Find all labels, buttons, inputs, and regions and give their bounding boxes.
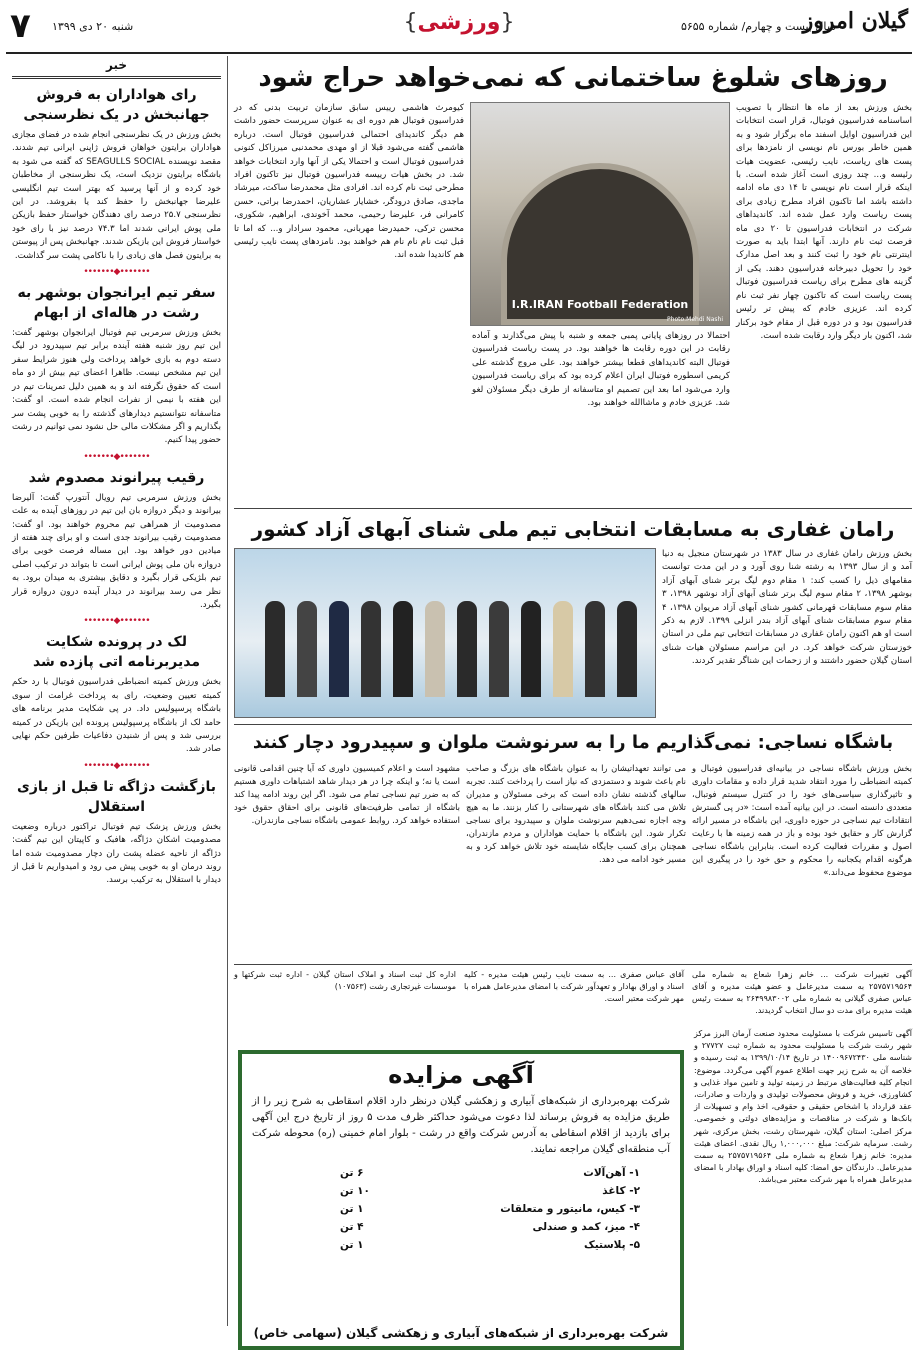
person-figure — [361, 601, 381, 697]
article-body: بخش ورزش پزشک تیم فوتبال تراکتور درباره وضعیت مصدومیت اشکان دژاگه، هافبک و کاپیتان این تیم گفت: دژاگه از ناحیه عضله پشت ران دچار مصدومیت شده اما روند درمان او به خوبی پیش می رود و امیدواریم تا قبل از دیدار با استقلال به ترکیب برسد. — [12, 821, 221, 886]
nassaji-headline: باشگاه نساجی: نمی‌گذاریم ما را به سرنوشت ملوان و سپیدرود دچار کنند — [234, 724, 912, 761]
item-quantity: ۱ تن — [340, 1239, 364, 1251]
lead-text-column: کیومرث هاشمی رییس سابق سازمان تربیت بدنی که در فدراسیون فوتبال هم دوره ای به عنوان سرپرست حضور داشت هم دیگر کاندیدای احتمالی فدراسیون فوتبال است. درباره هاشمی گفته می‌شود قبلا از او مهدی محمدنبی میرزاکل کنونی فدراسیون فوتبال است و احتمالا یکی از آنها وارد انتخابات خواهد شد. در بخش هیات رییسه فدراسیون فوتبال نیز تاکنون افراد مطرحی ثبت نام کرده اند. افرادی مثل محمدرضا ساکت، میرشاد ماجدی، صادق درودگر، خشایار عشاریان، احمدرضا براتی، حسن کامرانی فر، علیرضا رحیمی، محمد آخوندی، ابراهیم، شکوری، محسن ترکی، حمیدرضا مهربانی، محمود سرادار و... که اما تا قبل ثبت نام نام نام هم خواهند بود. نامزدهای پست نایب رئیسی هم کاندیدا شده اند. — [234, 103, 464, 261]
sidebar-article — [12, 632, 221, 756]
ad-item — [340, 1236, 640, 1254]
article-title: رقیب پیرانوند مصدوم شد — [28, 469, 205, 486]
section-label: ورزشی — [417, 10, 501, 35]
item-quantity: ۴ تن — [340, 1221, 364, 1233]
sidebar-article — [12, 85, 221, 263]
swimming-team-photo — [234, 548, 656, 718]
person-figure — [265, 601, 285, 697]
item-label: ۲- کاغذ — [602, 1185, 640, 1197]
ornament-divider: •••••••◆••••••• — [83, 616, 150, 627]
lead-text-column: بخش ورزش بعد از ماه ها انتظار با تصویب اساسنامه فدراسیون فوتبال، قرار است انتخابات این فدراسیون اوایل اسفند ماه برگزار شود و به همین خاطر بورس نام نویسی از نامزدها برای پست های ریاست، نایب رئیسی، عضویت هیات رئیسه و... چند روزی است آغاز شده است. با اینکه قرار است نام نویسی تا ۱۴ دی ماه ادامه داشته باشد اما تاکنون افراد مطرح زیادی برای پست ریاست وارد عمل شده اند. کاندیداهای شرکت در انتخابات فدراسیون تا ۲۰ دی ماه فرصت ثبت نام دارند. آنها ابتدا باید به صورت اینترنتی نام خود را ثبت کنند و بعد اصل مدارک خود را تحویل دبیرخانه فدراسیون دهند. یکی از گزینه های مطرح برای ریاست فدراسیون فوتبال پست ریاست است که تاکنون چهار نفر ثبت نام کرده اند. عزیزی خادم که پیش تر رئیس فدراسیون بود و در دوره قبل از مقام خود برکنار شد، اکنون بار دیگر وارد رقابت شده است. — [736, 103, 912, 341]
person-figure — [553, 601, 573, 697]
sidebar-article — [12, 468, 221, 613]
ad-body: شرکت بهره‌برداری از شبکه‌های آبیاری و زهکشی گیلان درنظر دارد اقلام اسقاطی به شرح زیر را از طریق مزایده به فروش برساند لذا دعوت می‌شود حداکثر ظرف مدت ۵ روز از تاریخ درج این آگهی برای بازدید از اقلام اسقاطی به آدرس شرکت واقع در رشت - بلوار امام خمینی (ره) محوطه شرکت آب منطقه‌ای گیلان مراجعه نمایند. — [252, 1096, 670, 1155]
sidebar-header: خبر — [12, 56, 221, 79]
nassaji-text-column: بخش ورزش باشگاه نساجی در بیانیه‌ای فدراسیون فوتبال و کمیته انضباطی را مورد انتقاد شدید قرار داده و مقامات داوری و تاثیرگذاری سیاسی‌های خود را در کنترل سیستم فوتبال، متعددی دانسته است. در این بیانیه آمده است: «در پی گسترش انتقادات تیم نساجی در حوزه داوری، این باشگاه در مسیر ارائه گزارش کار و حقایق خود بوده و باز در همه زمینه ها با رعایت اصول و مقررات فعالیت کرده است. بنابراین باشگاه نساجی هرگونه اقدام یکجانبه را محکوم و حق خود را در پیگیری این موضوع محفوظ می‌داند.» — [692, 763, 912, 877]
person-figure — [489, 601, 509, 697]
ad-item — [340, 1164, 640, 1182]
section-title: {ورزشی} — [403, 10, 515, 35]
person-figure — [457, 601, 477, 697]
photo-credit: Photo:Mehdi Nashi — [667, 316, 723, 323]
nassaji-text-column: مشهود است و اعلام کمیسیون داوری که آیا چنین اقدامی قانونی است یا نه؛ و اینکه چرا در هر دیدار شاهد اشتباهات داوری هستیم که به ضرر تیم نساجی تمام می شود. اگر این روند ادامه پیدا کند باشگاه از تمامی ظرفیت‌های قانونی برای احقاق حقوق خود استفاده خواهد کرد. روابط عمومی باشگاه نساجی مازندران. — [234, 763, 460, 825]
article-title: لک در پرونده شکایت مدیربرنامه اتی پازده شد — [32, 634, 201, 671]
lead-text-column: احتمالا در روزهای پایانی پمبی جمعه و شنبه با پیش می‌گذارند و آماده رقابت در این دوره رقابت ها خواهند بود. در پست ریاست فدراسیون فوتبال البته کاندیداهای قطعا بیشتر خواهند بود. علی مروج گذشته علی کریمی اسطوره فوتبال ایران اعلام کرده بود که برای ریاست فدراسیون وارد می‌شود اما بعد این تصمیم او متاسفانه از طرف دیگر مسئولان لغو شد. عزیزی خادم و ماشاالله خواهند بود. — [472, 331, 730, 409]
notice-column: آگهی تغییرات شرکت ... خانم زهرا شعاع به شماره ملی ۲۵۷۵۷۱۹۵۶۴ به سمت مدیرعامل و عضو هیئت مدیره و آقای عباس صفری گیلانی به شماره ملی ۲۶۴۹۹۸۳۰۰۲ به سمت رئیس هیئت مدیره برای مدت دو سال انتخاب گردیدند. — [692, 970, 913, 1015]
item-quantity: ۱۰ تن — [340, 1185, 370, 1197]
item-label: ۳- کیس، مانیتور و متعلقات — [500, 1203, 640, 1215]
article-body: بخش ورزش کمیته انضباطی فدراسیون فوتبال با رد حکم کمیته تعیین وضعیت، رای به پرداخت غرامت از سوی باشگاه پرسپولیس داد. در پی شکایت مدیر برنامه های حامد لک از باشگاه پرسپولیس پرونده این بازیکن در کمیته بررسی شد و پس از شنیدن دفاعیات طرفین حکم نهایی صادر شد. — [12, 677, 221, 755]
ornament-divider: •••••••◆••••••• — [83, 267, 150, 278]
swimming-headline: رامان غفاری به مسابقات انتخابی تیم ملی شنای آبهای آزاد کشور — [234, 508, 912, 549]
sidebar-article — [12, 283, 221, 448]
ornament-divider: •••••••◆••••••• — [83, 760, 150, 771]
item-quantity: ۱ تن — [340, 1203, 364, 1215]
issue-info: سال بیست و چهارم/ شماره ۵۶۵۵ — [680, 20, 836, 33]
ad-footer: شرکت بهره‌برداری از شبکه‌های آبیاری و زهکشی گیلان (سهامی خاص) — [253, 1326, 669, 1340]
item-quantity: ۶ تن — [340, 1167, 364, 1179]
federation-building-photo — [470, 102, 730, 326]
photo-sign-text: I.R.IRAN Football Federation — [511, 298, 689, 311]
article-body: بخش ورزش سرمربی تیم رویال آنتورپ گفت: آلیرضا بیرانوند و دیگر دروازه بان این تیم در روزهای آینده به علت مصدومیت از همراهی تیم محروم خواهند بود. او گفت: مصدومیت رقیب بیرانوند جدی است و او برای چند هفته از میادین دور خواهد بود. این مساله فرصت خوبی برای دروازه بان ملی پوش ایرانی است تا بتواند در ترکیب اصلی تیم بلژیکی قرار بگیرد و دقایق بیشتری به میدان برود. به نظر می رسد بیرانوند در دیدار آینده درون دروازه قرار بگیرد. — [12, 492, 221, 610]
person-figure — [297, 601, 317, 697]
article-body: بخش ورزش در یک نظرسنجی انجام شده در فضای مجازی هواداران برایتون خواهان فروش ژاپنی ایرانی تیم شدند. مقصد نویسنده SEAGULLS SOCIAL که گفته می شود به باشگاه برایتون نزدیک است، یک نظرسنجی از مخاطبان خود کرده و از آنها پرسید که بهتر است تیم انگلیسی علیرضا جهانبخش را حفظ کند یا بفروشد. در این نظرسنجی ۲۵.۷ درصد رای دهندگان خواستار حفظ بازیکن ملی پوش ایرانی شدند اما ۷۴.۳ درصد نیز با رای خود خواستار فروش این بازیکن شدند. جهانبخش پس از پیوستن به برایتون فصل های زیادی را با ناکامی پشت سر گذاشت. — [12, 130, 222, 261]
lead-headline: روزهای شلوغ ساختمانی که نمی‌خواهد حراج شود — [258, 63, 888, 93]
notice-column: اداره کل ثبت اسناد و املاک استان گیلان - اداره ثبت شرکتها و موسسات غیرتجاری رشت (۱۰۷۵۶۳) — [234, 970, 456, 991]
person-figure — [617, 601, 637, 697]
ad-item-list — [252, 1164, 670, 1254]
item-label: ۵- پلاستیک — [584, 1239, 640, 1251]
article-title: رای هواداران به فروش جهانبخش در یک نظرسنجی — [23, 87, 210, 123]
issue-date: شنبه ۲۰ دی ۱۳۹۹ — [52, 20, 134, 33]
page-number: ۷ — [10, 6, 31, 46]
notice-column: آقای عباس صفری ... به سمت نایب رئیس هیئت مدیره - کلیه اسناد و اوراق بهادار و تعهدآور شرکت با امضای مدیرعامل همراه با مهر شرکت معتبر است. — [464, 970, 684, 1003]
ad-item — [340, 1182, 640, 1200]
masthead — [6, 6, 912, 54]
main-column — [234, 56, 913, 1340]
person-figure — [425, 601, 445, 697]
news-sidebar — [6, 56, 228, 1326]
article-body: بخش ورزش سرمربی تیم فوتبال ایرانجوان بوشهر گفت: این تیم روز شنبه هفته آینده برابر تیم سپیدرود در لیگ دسته دوم به بازی خواهد پرداخت ولی هنوز شرایط سفر این تیم مشخص نیست. ظاهرا اعضای تیم بیش از دو ماه است که حقوق نگرفته اند و به همین دلیل تمرینات تیم در این هفته با نیمی از نفرات انجام شده است. او گفت: متاسفانه نتوانستیم دیدارهای گذشته را به خوبی پشت سر بگذاریم و اگر مشکلات مالی حل نشود نمی توانیم در رشت حضور پیدا کنیم. — [12, 328, 221, 446]
article-title: بازگشت دژاگه تا قبل از بازی استقلال — [17, 778, 216, 815]
article-title: سفر تیم ایرانجوان بوشهر به رشت در هاله‌ای از ابهام — [17, 285, 216, 322]
person-figure — [329, 601, 349, 697]
person-figure — [585, 601, 605, 697]
nassaji-text-column: می توانند تعهداتیشان را به عنوان باشگاه های بزرگ و صاحب نام باعث شوند و دستمزدی که نیاز است را پرداخت کنند. تجربه سالهای گذشته نشان داده است که برخی مسئولان و مدیران تلاش می کنند باشگاه های شهرستانی را کنار بزنند. ما به هیچ وجه اجازه نمی‌دهیم سرنوشت ملوان و سپیدرود برای نساجی تکرار شود. این باشگاه با حمایت هواداران و مردم مازندران، همچنان برای کسب جایگاه شایسته خود تلاش خواهد کرد و به مسیر خود ادامه می دهد. — [466, 763, 686, 864]
ad-title: آگهی مزایده — [388, 1061, 534, 1089]
ad-item — [340, 1218, 640, 1236]
newspaper-logo: گیلان امروز — [802, 8, 908, 34]
person-figure — [521, 601, 541, 697]
item-label: ۱- آهن‌آلات — [583, 1167, 640, 1179]
item-label: ۴- میز، کمد و صندلی — [532, 1221, 640, 1233]
ad-item — [340, 1200, 640, 1218]
person-figure — [393, 601, 413, 697]
lead-story — [234, 102, 912, 502]
company-registration-notice: آگهی تاسیس شرکت با مسئولیت محدود صنعت آرمان البرز مرکز شهر رشت شرکت با مسئولیت محدود به شماره ثبت ۲۷۷۲۷ و شناسه ملی ۱۴۰۰۹۶۷۲۴۳۰ در تاریخ ۱۳۹۹/۱۰/۱۴ به ثبت رسیده و خلاصه آن به شرح زیر جهت اطلاع عموم آگهی می‌گردد. موضوع: انجام کلیه فعالیت‌های مرتبط در زمینه تولید و تامین مواد غذایی و کشاورزی، خرید و فروش محصولات تولیدی و واردات و صادرات، عقد قرارداد با اشخاص حقیقی و حقوقی، اخذ وام و تسهیلات از بانک‌ها و شرکت در مناقصات و مزایده‌های دولتی و خصوصی. مرکز اصلی: استان گیلان، شهرستان رشت، بخش مرکزی، شهر رشت. سرمایه شرکت: مبلغ ۱,۰۰۰,۰۰۰ ریال نقدی. اعضای هیئت مدیره: خانم زهرا شعاع به شماره ملی ۲۵۷۵۷۱۹۵۶۴ به سمت مدیرعامل. دارندگان حق امضا: کلیه اسناد و اوراق بهادار با امضای مدیرعامل همراه با مهر شرکت معتبر می‌باشد. — [694, 1029, 913, 1185]
ornament-divider: •••••••◆••••••• — [83, 451, 150, 462]
legal-notices — [234, 964, 912, 1035]
sidebar-article — [12, 777, 221, 888]
swimming-article-body: بخش ورزش رامان غفاری در سال ۱۳۸۳ در شهرستان منجیل به دنیا آمد و از سال ۱۳۹۳ به رشته شنا روی آورد و در این مدت توانست مقامهای ذیل را کسب کند: ۱ مقام دوم لیگ برتر شنای آبهای آزاد بوشهر ۱۳۹۸، ۲ مقام سوم لیگ برتر شنای آبهای آزاد نوشهر ۱۳۹۸، ۳ مقام سوم مسابقات قهرمانی کشور شنای آبهای آزاد مریوان ۱۳۹۸، ۴ مقام سوم مسابقات شنای آبهای آزاد بندر انزلی ۱۳۹۹. لازم به ذکر است او هم اکنون رامان غفاری در مسابقات انتخابی تیم ملی در استان خوزستان شرکت خواهد کرد. در این مراسم مسئولان هیات شنای استان گیلان حضور داشتند و از زحمات این شناگر تقدیر کردند. — [662, 549, 912, 667]
auction-ad — [238, 1050, 684, 1350]
